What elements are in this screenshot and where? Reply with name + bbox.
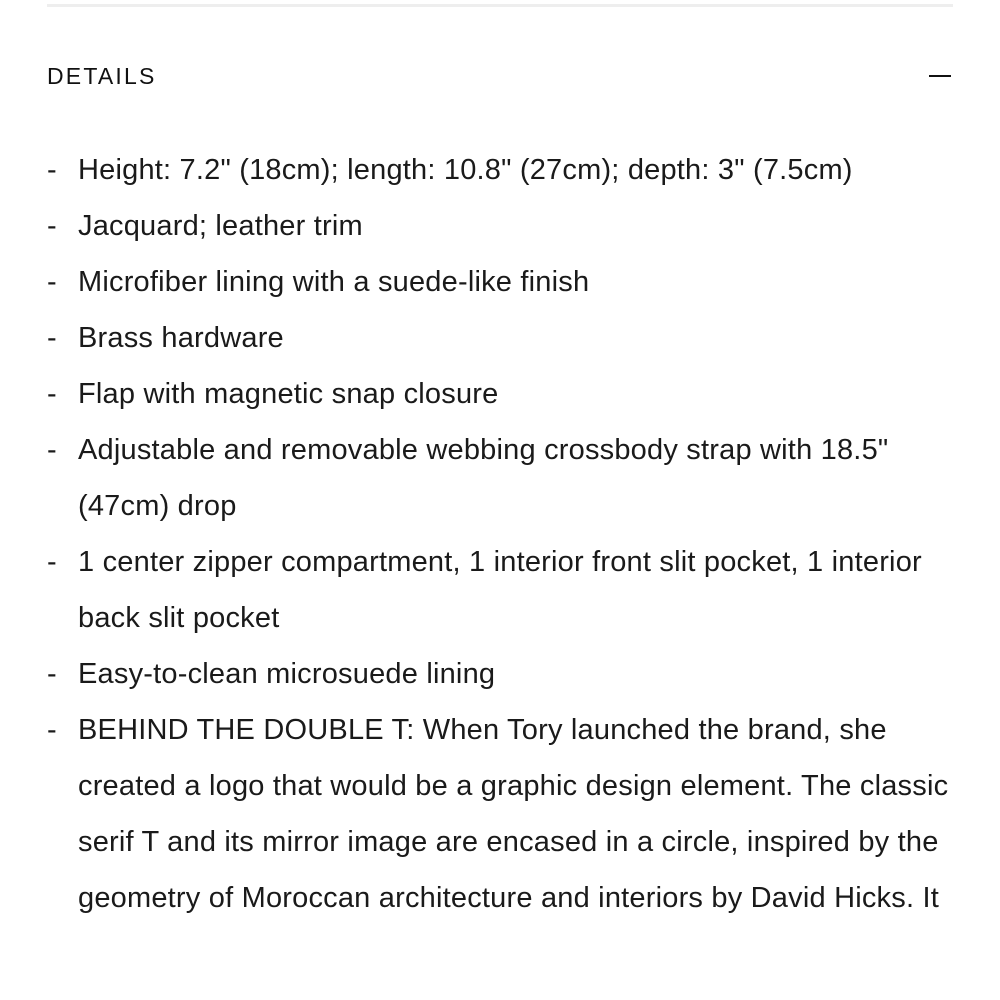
list-dash: - [47, 210, 57, 242]
details-item-text: Flap with magnetic snap closure [78, 378, 499, 410]
details-item-text: Easy-to-clean microsuede lining [78, 658, 496, 690]
list-dash: - [47, 434, 57, 466]
details-list-item [47, 254, 967, 310]
details-list-item [47, 310, 967, 366]
details-title: DETAILS [47, 62, 157, 89]
list-dash: - [47, 378, 57, 410]
list-dash: - [47, 546, 57, 578]
details-list-item [47, 366, 967, 422]
details-accordion-header[interactable] [47, 56, 953, 96]
details-item-text: Brass hardware [78, 322, 284, 354]
section-divider [47, 4, 953, 7]
details-item-text: BEHIND THE DOUBLE T: When Tory launched the brand, she created a logo that would be a graphic design element. The classic serif T and its mirror image are encased in a circle, inspired by the geometry of Moroccan architecture and interiors by David Hicks. It [78, 714, 949, 914]
minus-icon[interactable] [929, 64, 953, 88]
list-dash: - [47, 266, 57, 298]
details-item-text: Adjustable and removable webbing crossbody strap with 18.5" (47cm) drop [78, 434, 889, 522]
details-list-item [47, 534, 967, 646]
details-list-item [47, 198, 967, 254]
details-item-text: 1 center zipper compartment, 1 interior front slit pocket, 1 interior back slit pocket [78, 546, 922, 634]
list-dash: - [47, 322, 57, 354]
details-item-text: Jacquard; leather trim [78, 210, 363, 242]
list-dash: - [47, 154, 57, 186]
details-item-text: Microfiber lining with a suede-like finish [78, 266, 590, 298]
list-dash: - [47, 658, 57, 690]
details-list-item [47, 142, 967, 198]
details-item-text: Height: 7.2" (18cm); length: 10.8" (27cm); depth: 3" (7.5cm) [78, 154, 853, 186]
details-list-item [47, 646, 967, 702]
details-list [47, 142, 967, 926]
details-list-item [47, 422, 967, 534]
details-list-item [47, 702, 967, 926]
list-dash: - [47, 714, 57, 746]
